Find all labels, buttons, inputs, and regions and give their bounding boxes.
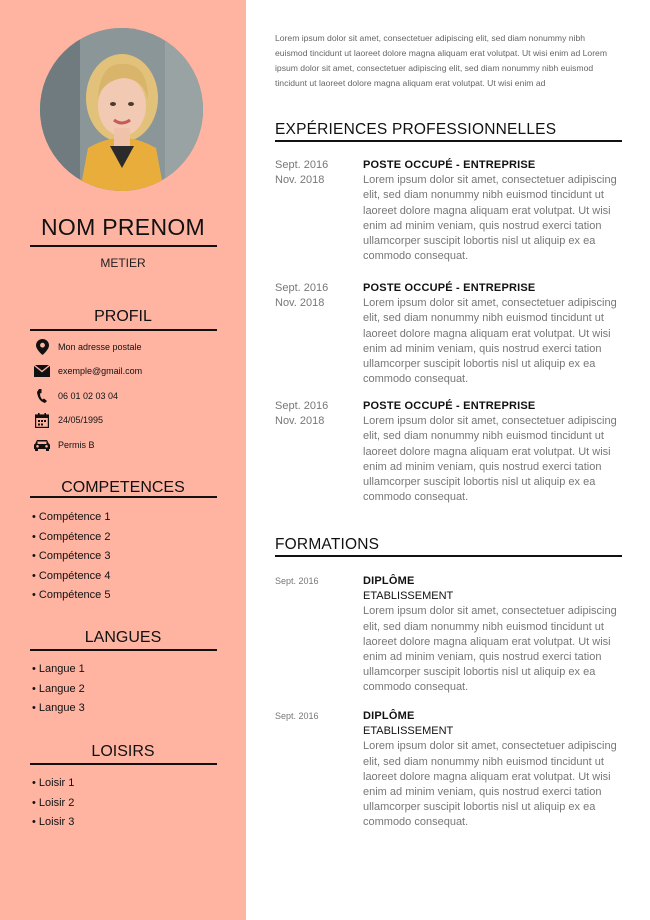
list-item: • Langue 1 [32,660,85,680]
section-title-profil: PROFIL [94,308,152,325]
list-item: • Compétence 2 [32,528,110,548]
list-item: • Loisir 1 [32,774,74,794]
experience-dates [275,281,355,311]
formation-date: Sept. 2016 [275,711,319,721]
list-item: • Loisir 2 [32,794,74,814]
calendar-icon [34,412,50,428]
experience-description: Lorem ipsum dolor sit amet, consectetuer adipiscing elit, sed diam nonummy nibh euismod tincidunt ut laoreet dolore magna aliquam erat volutpat. Ut wisi enim ad minim veniam, quis nostrud exerci tation ullamcorper suscipit lobortis nisl ut aliquip ex ea commodo consequat. [363,174,617,263]
experience-body [363,281,623,387]
phone-text: 06 01 02 03 04 [58,391,119,401]
formations-divider [275,555,622,557]
address-text: Mon adresse postale [58,342,142,352]
job-title: METIER [100,256,146,270]
experience-body [363,158,623,264]
list-item: • Compétence 3 [32,547,110,567]
list-item: • Compétence 1 [32,508,110,528]
formation-degree: DIPLÔME [363,710,415,722]
experiences-divider [275,140,622,142]
contact-phone [34,388,118,404]
contact-license [34,437,95,453]
sidebar [0,0,246,920]
experience-description: Lorem ipsum dolor sit amet, consectetuer adipiscing elit, sed diam nonummy nibh euismod tincidunt ut laoreet dolore magna aliquam erat volutpat. Ut wisi enim ad minim veniam, quis nostrud exerci tation ullamcorper suscipit lobortis nisl ut aliquip ex ea commodo consequat. [363,297,617,386]
section-title-experiences: EXPÉRIENCES PROFESSIONNELLES [275,121,557,138]
license-text: Permis B [58,440,95,450]
end-date: Nov. 2018 [275,297,325,310]
formation-description: Lorem ipsum dolor sit amet, consectetuer adipiscing elit, sed diam nonummy nibh euismod tincidunt ut laoreet dolore magna aliquam erat volutpat. Ut wisi enim ad minim veniam, quis nostrud exerci tation ullamcorper suscipit lobortis nisl ut aliquip ex ea commodo consequat. [363,740,617,829]
experience-dates [275,158,355,188]
list-item: • Compétence 5 [32,586,110,606]
envelope-icon [34,363,50,379]
loisirs-divider [30,763,217,765]
car-icon [34,437,50,453]
section-title-competences: COMPETENCES [61,479,185,496]
contact-birthdate [34,412,103,428]
start-date: Sept. 2016 [275,159,329,171]
section-title-formations: FORMATIONS [275,536,380,553]
formation-body [363,574,623,696]
experience-role: POSTE OCCUPÉ - ENTREPRISE [363,282,536,294]
intro-paragraph: Lorem ipsum dolor sit amet, consectetuer adipiscing elit, sed diam nonummy nibh euismod tincidunt ut laoreet dolore magna aliquam erat volutpat. Ut wisi enim ad Lorem ipsum dolor sit amet, consectetuer adipiscing elit, sed diam nonummy nibh euismod tincidunt ut laoreet dolore magna aliquam erat volutpat. Ut wisi enim ad [275,33,607,88]
formation-description: Lorem ipsum dolor sit amet, consectetuer adipiscing elit, sed diam nonummy nibh euismod tincidunt ut laoreet dolore magna aliquam erat volutpat. Ut wisi enim ad minim veniam, quis nostrud exerci tation ullamcorper suscipit lobortis nisl ut aliquip ex ea commodo consequat. [363,605,617,694]
profile-photo [40,28,203,191]
location-pin-icon [34,339,50,355]
name-divider [30,245,217,247]
candidate-name: NOM PRENOM [41,214,205,240]
langues-divider [30,649,217,651]
loisirs-list [32,774,74,833]
email-text: exemple@gmail.com [58,366,143,376]
section-title-loisirs: LOISIRS [91,743,155,760]
langues-list [32,660,85,719]
profil-divider [30,329,217,331]
contact-email [34,363,142,379]
section-title-langues: LANGUES [84,629,162,646]
experience-body [363,399,623,505]
experience-dates [275,399,355,429]
end-date: Nov. 2018 [275,174,325,187]
end-date: Nov. 2018 [275,415,325,428]
contact-address [34,339,142,355]
formation-date: Sept. 2016 [275,576,319,586]
list-item: • Loisir 3 [32,813,74,833]
list-item: • Compétence 4 [32,567,110,587]
experience-description: Lorem ipsum dolor sit amet, consectetuer adipiscing elit, sed diam nonummy nibh euismod tincidunt ut laoreet dolore magna aliquam erat volutpat. Ut wisi enim ad minim veniam, quis nostrud exerci tation ullamcorper suscipit lobortis nisl ut aliquip ex ea commodo consequat. [363,415,617,504]
formation-school: ETABLISSEMENT [363,590,454,603]
start-date: Sept. 2016 [275,400,329,412]
experience-role: POSTE OCCUPÉ - ENTREPRISE [363,400,536,412]
formation-degree: DIPLÔME [363,575,415,587]
start-date: Sept. 2016 [275,282,329,294]
list-item: • Langue 2 [32,680,85,700]
competences-divider [30,496,217,498]
formation-school: ETABLISSEMENT [363,725,454,738]
phone-icon [34,388,50,404]
experience-role: POSTE OCCUPÉ - ENTREPRISE [363,159,536,171]
list-item: • Langue 3 [32,699,85,719]
formation-body [363,709,623,831]
competences-list [32,508,110,606]
birthdate-text: 24/05/1995 [58,415,104,425]
